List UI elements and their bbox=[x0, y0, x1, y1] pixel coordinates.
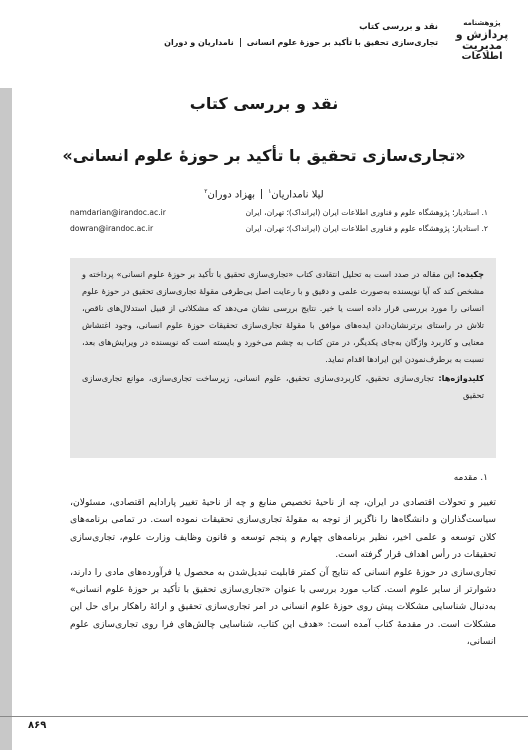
body-paragraph: تجاری‌سازی در حوزۀ علوم انسانی که نتایج آن کمتر قابلیت تبدیل‌شدن به محصول یا فرآورده‌های مادی را دارند، دشوارتر از سایر علوم است. کتاب مورد بررسی با عنوان «تجاری‌سازی تحقیق با تأکید بر حوزۀ علوم انسانی» به‌دنبال شناسایی مشکلات پیش روی حوزۀ علوم انسانی در امر تجاری‌سازی تحقیق و ارائۀ راهکار برای حل این مشکلات است. در مقدمۀ کتاب آمده است: «هدف این کتاب، شناسایی چالش‌های فرا روی تجاری‌سازی علوم انسانی، bbox=[70, 566, 496, 648]
author-mark: ۲ bbox=[204, 188, 208, 195]
article-title: «تجاری‌سازی تحقیق با تأکید بر حوزۀ علوم انسانی» bbox=[62, 146, 466, 165]
running-section: نقد و بررسی کتاب bbox=[359, 22, 438, 32]
author-name: بهزاد دوران bbox=[207, 189, 256, 201]
abstract-label: چکیده: bbox=[457, 269, 484, 279]
affiliation bbox=[70, 224, 488, 233]
journal-logo bbox=[454, 18, 510, 60]
affiliation bbox=[70, 208, 488, 217]
running-authors: نامداریان و دوران bbox=[164, 38, 234, 47]
header-separator bbox=[240, 38, 241, 47]
body-text bbox=[70, 494, 496, 651]
running-header bbox=[164, 38, 438, 47]
footer-rule bbox=[0, 716, 528, 717]
section-heading: ۱. مقدمه bbox=[453, 473, 488, 483]
body-paragraph: تغییر و تحولات اقتصادی در ایران، چه از ناحیۀ تخصیص منابع و چه از ناحیۀ تغییر پارادایم اقتصادی، مسئولان، سیاست‌گذاران و دانشگاه‌ها را ناگزیر از توجه به مقولۀ تجاری‌سازی تحقیقات نموده است. در تمامی برنامه‌های کلان توسعه و علمی اخیر، نظیر برنامه‌های چهارم و پنجم توسعه و قانون وظایف وزارت علوم، تجاری‌سازی تحقیقات در رأس اهداف قرار گرفته است. bbox=[70, 497, 496, 561]
author-separator bbox=[261, 189, 262, 199]
author-mark: ۱ bbox=[268, 188, 272, 195]
logo-line: پژوهشنامه bbox=[463, 19, 501, 27]
page-number: ۸۶۹ bbox=[28, 720, 47, 731]
author-email[interactable]: namdarian@irandoc.ac.ir bbox=[70, 208, 166, 217]
page-footer bbox=[0, 716, 528, 750]
logo-line: مدیریت bbox=[462, 39, 502, 52]
keywords-text: تجاری‌سازی تحقیق، کاربردی‌سازی تحقیق، علوم انسانی، زیرساخت تجاری‌سازی، موانع تجاری‌سازی تحقیق bbox=[82, 373, 484, 400]
author-line bbox=[0, 188, 528, 200]
author-name: لیلا نامداریان bbox=[271, 189, 324, 201]
page-header bbox=[0, 0, 528, 60]
abstract-text: این مقاله در صدد است به تحلیل انتقادی کتاب «تجاری‌سازی تحقیق با تأکید بر حوزۀ علوم انسانی» پرداخته و مشخص کند که آیا نویسنده به‌صورت علمی و دقیق و با رعایت اصل بی‌طرفی مقولۀ تجاری‌سازی تحقیق در حوزۀ علوم انسانی را مورد بررسی قرار داده است یا خیر. نتایج بررسی نشان می‌دهد که مشکلاتی از قبیل استدلال‌های ناقص، تلاش در راستای برترنشان‌دادن ایده‌های موافق با مقولۀ تجاری‌سازی تحقیقات حوزۀ علوم انسانی، وجود اغتشاش معنایی و کاربرد واژگان به‌جای یکدیگر، در متن کتاب به چشم می‌خورد و بایسته است که نویسنده در ویرایش‌های بعد، نسبت به برطرف‌نمودن این ایرادها اقدام نماید. bbox=[82, 269, 484, 364]
keywords-label: کلیدواژه‌ها: bbox=[438, 373, 484, 383]
affiliation-text: ۲. استادیار؛ پژوهشگاه علوم و فناوری اطلاعات ایران (ایرانداک)؛ تهران، ایران bbox=[245, 224, 488, 233]
section-label: نقد و بررسی کتاب bbox=[189, 94, 339, 113]
logo-line: پردازش و bbox=[455, 28, 509, 41]
author-email[interactable]: dowran@irandoc.ac.ir bbox=[70, 224, 154, 233]
abstract-paragraph bbox=[82, 266, 484, 368]
keywords bbox=[82, 370, 484, 404]
running-title: تجاری‌سازی تحقیق با تأکید بر حوزۀ علوم انسانی bbox=[246, 38, 438, 47]
abstract-box bbox=[70, 258, 496, 458]
affiliation-text: ۱. استادیار؛ پژوهشگاه علوم و فناوری اطلاعات ایران (ایرانداک)؛ تهران، ایران bbox=[245, 208, 488, 217]
logo-line: اطلاعات bbox=[461, 51, 503, 62]
